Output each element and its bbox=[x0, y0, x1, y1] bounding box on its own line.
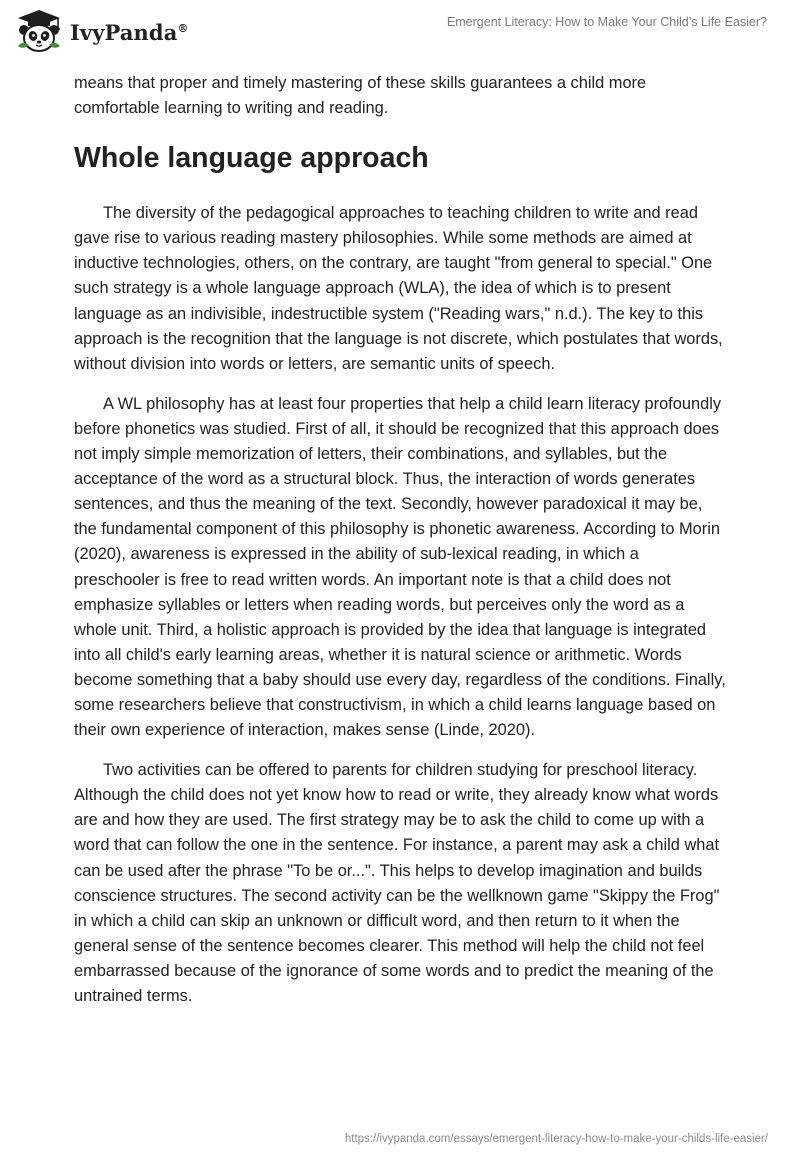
body-paragraph: The diversity of the pedagogical approaches to teaching children to write and read gave rise to various reading mastery philosophies. While some methods are aimed at inductive technologies, others, on the contrary, are taught "from general to special." One such strategy is a whole language approach (WLA), the idea of which is to present language as an indivisible, indestructible system ("Reading wars," n.d.). The key to this approach is the recognition that the language is not discrete, which postulates that words, without division into words or letters, are semantic units of speech. bbox=[74, 204, 723, 373]
intro-paragraph-fragment: means that proper and timely mastering of these skills guarantees a child more comfortable learning to writing and reading. bbox=[74, 74, 647, 118]
page-header bbox=[0, 0, 800, 62]
section-heading: Whole language approach bbox=[74, 142, 429, 175]
document-title: Emergent Literacy: How to Make Your Child’s Life Easier? bbox=[446, 15, 767, 29]
article-body bbox=[74, 71, 726, 1024]
ivypanda-logo[interactable] bbox=[14, 8, 189, 54]
panda-graduation-cap-icon bbox=[14, 8, 64, 54]
source-url[interactable]: https://ivypanda.com/essays/emergent-literacy-how-to-make-your-childs-life-easier/ bbox=[344, 1133, 768, 1145]
logo-wordmark: IvyPanda® bbox=[70, 19, 189, 45]
body-paragraph: Two activities can be offered to parents for children studying for preschool literacy. Although the child does not yet know how to read or write, they already know what words are and how they are used. The first strategy may be to ask the child to come up with a word that can follow the one in the sentence. For instance, a parent may ask a child what can be used after the phrase "To be or...". This helps to develop imagination and builds conscience structures. The second activity can be the wellknown game "Skippy the Frog" in which a child can skip an unknown or difficult word, and then return to it when the general sense of the sentence becomes clearer. This method will help the child not feel embarrassed because of the ignorance of some words and to predict the meaning of the untrained terms. bbox=[74, 761, 720, 1005]
body-paragraph: A WL philosophy has at least four properties that help a child learn literacy profoundly before phonetics was studied. First of all, it should be recognized that this approach does not imply simple memorization of letters, their combinations, and syllables, but the acceptance of the word as a structural block. Thus, the interaction of words generates sentences, and thus the meaning of the text. Secondly, however paradoxical it may be, the fundamental component of this philosophy is phonetic awareness. According to Morin (2020), awareness is expressed in the ability of sub-lexical reading, in which a preschooler is free to read written words. An important note is that a child does not emphasize syllables or letters when reading words, but perceives only the word as a whole unit. Third, a holistic approach is provided by the idea that language is integrated into all child's early learning areas, whether it is natural science or arithmetic. Words become something that a baby should use every day, regardless of the conditions. Finally, some researchers believe that constructivism, in which a child learns language based on their own experience of interaction, makes sense (Linde, 2020). bbox=[74, 394, 726, 740]
